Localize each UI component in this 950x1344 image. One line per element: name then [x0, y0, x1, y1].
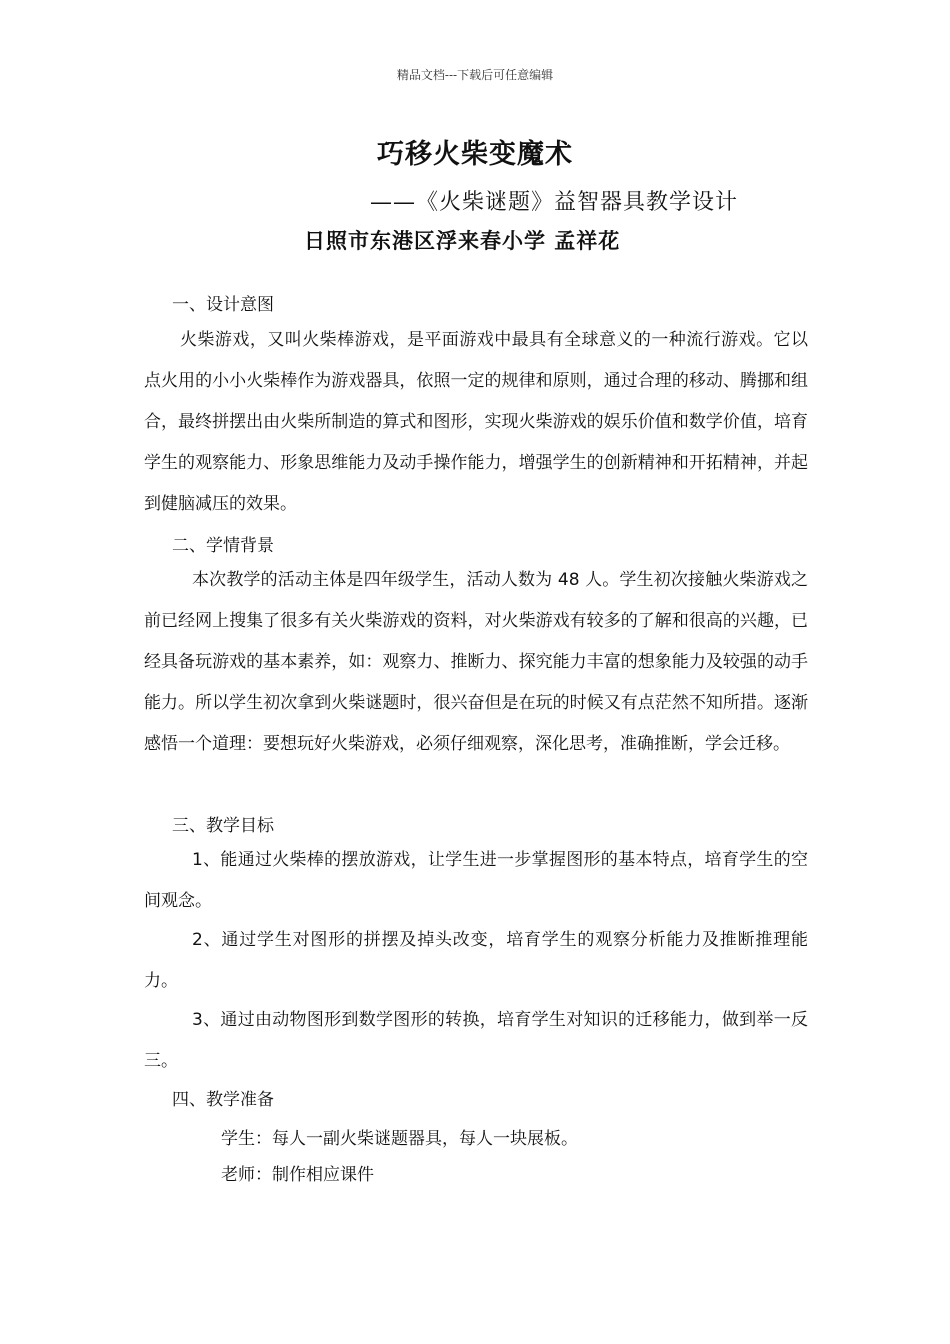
section-heading-teaching-goals: 三、教学目标 [172, 816, 274, 836]
header-note: 精品文档---下载后可任意编辑 [396, 68, 554, 82]
section-heading-design-intent: 一、设计意图 [172, 295, 274, 315]
goal-item-1: 1、能通过火柴棒的摆放游戏，让学生进一步掌握图形的基本特点，培育学生的空间观念。 [144, 850, 808, 911]
document-subtitle: ——《火柴谜题》益智器具教学设计 [370, 190, 739, 215]
goal-item-3: 3、通过由动物图形到数学图形的转换，培育学生对知识的迁移能力，做到举一反三。 [144, 1010, 808, 1071]
section-heading-teaching-prep: 四、教学准备 [172, 1090, 274, 1110]
section-heading-learner-background: 二、学情背景 [172, 536, 274, 556]
author-line: 日照市东港区浮来春小学 孟祥花 [304, 229, 621, 253]
paragraph-learner-background: 本次教学的活动主体是四年级学生，活动人数为 48 人。学生初次接触火柴游戏之前已经网上搜集了很多有关火柴游戏的资料，对火柴游戏有较多的了解和很高的兴趣，已经具备玩游戏的基本素养，如：观察力、推断力、探究能力丰富的想象能力及较强的动手能力。所以学生初次拿到火柴谜题时，很兴奋但是在玩的时候又有点茫然不知所措。逐渐感悟一个道理：要想玩好火柴游戏，必须仔细观察，深化思考，准确推断，学会迁移。 [144, 570, 808, 754]
document-title: 巧移火柴变魔术 [377, 139, 573, 170]
prep-item-students: 学生：每人一副火柴谜题器具，每人一块展板。 [221, 1129, 578, 1149]
prep-item-teacher: 老师：制作相应课件 [221, 1165, 374, 1185]
goal-item-2: 2、通过学生对图形的拼摆及掉头改变，培育学生的观察分析能力及推断推理能力。 [144, 930, 808, 991]
paragraph-design-intent: 火柴游戏，又叫火柴棒游戏，是平面游戏中最具有全球意义的一种流行游戏。它以点火用的小小火柴棒作为游戏器具，依照一定的规律和原则，通过合理的移动、腾挪和组合，最终拼摆出由火柴所制造的算式和图形，实现火柴游戏的娱乐价值和数学价值，培育学生的观察能力、形象思维能力及动手操作能力，增强学生的创新精神和开拓精神，并起到健脑减压的效果。 [144, 330, 808, 514]
